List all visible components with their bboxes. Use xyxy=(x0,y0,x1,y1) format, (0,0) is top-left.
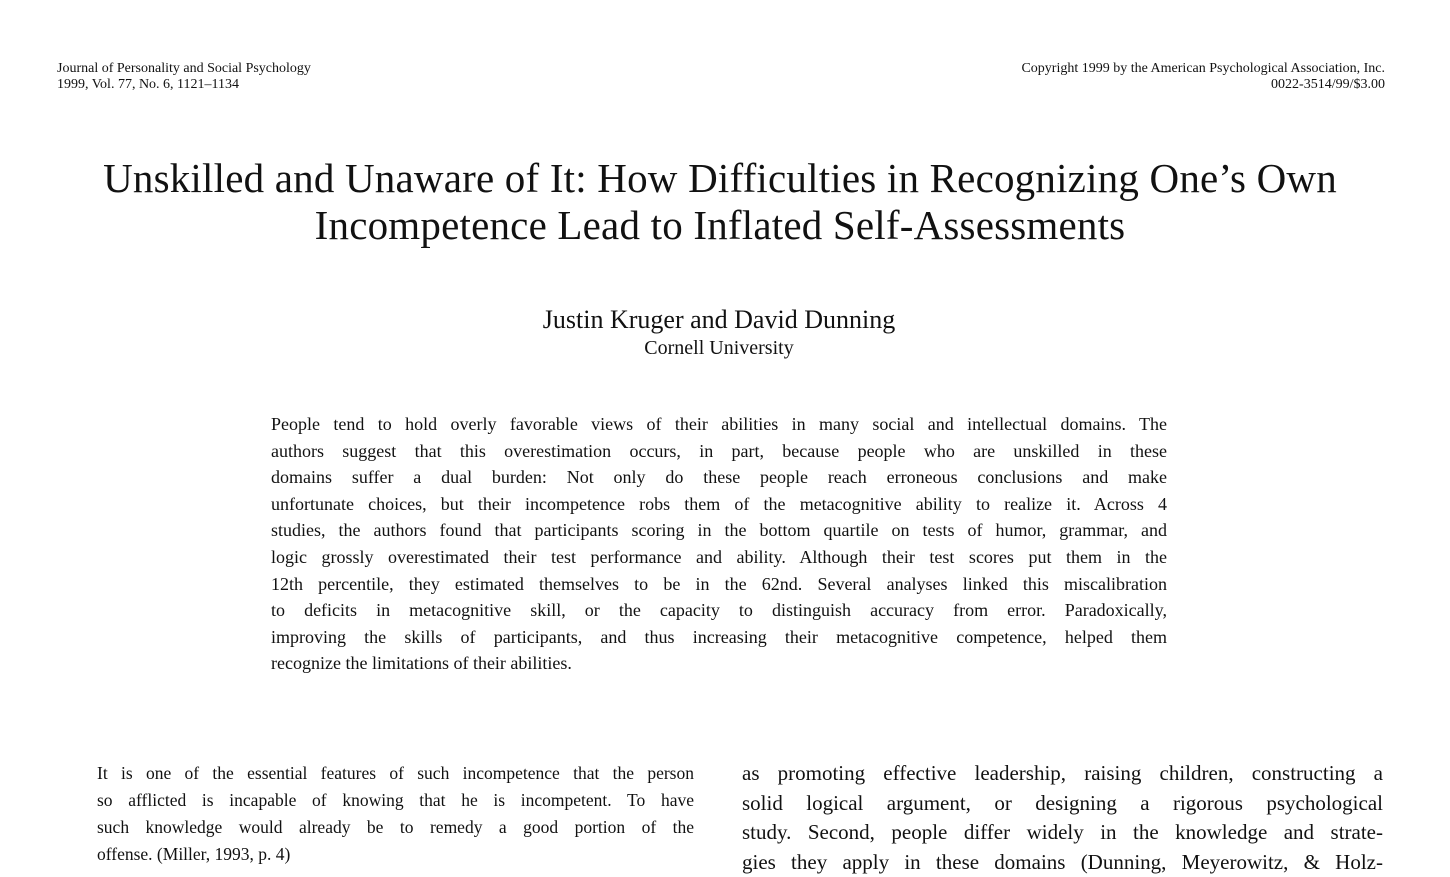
body-line: gies they apply in these domains (Dunning, Meyerowitz, & Holz- xyxy=(742,848,1383,877)
title-line-2: Incompetence Lead to Inflated Self-Assessments xyxy=(0,202,1440,249)
abstract-line: unfortunate choices, but their incompetence robs them of the metacognitive ability to realize it. Across 4 xyxy=(271,491,1167,518)
author-affiliation: Cornell University xyxy=(0,336,1438,360)
journal-name: Journal of Personality and Social Psychology xyxy=(57,61,311,77)
epigraph-line: offense. (Miller, 1993, p. 4) xyxy=(97,841,694,868)
body-text-right-column xyxy=(742,759,1383,877)
abstract-line: People tend to hold overly favorable views of their abilities in many social and intellectual domains. The xyxy=(271,411,1167,438)
abstract-line: improving the skills of participants, and thus increasing their metacognitive competence, helped them xyxy=(271,624,1167,651)
body-line: solid logical argument, or designing a rigorous psychological xyxy=(742,789,1383,819)
article-title xyxy=(0,155,1440,249)
epigraph-quote xyxy=(97,760,694,868)
journal-volume: 1999, Vol. 77, No. 6, 1121–1134 xyxy=(57,77,311,93)
title-line-1: Unskilled and Unaware of It: How Difficulties in Recognizing One’s Own xyxy=(0,155,1440,202)
abstract-line: to deficits in metacognitive skill, or the capacity to distinguish accuracy from error. Paradoxically, xyxy=(271,597,1167,624)
abstract-line: recognize the limitations of their abilities. xyxy=(271,650,1167,677)
body-line: as promoting effective leadership, raising children, constructing a xyxy=(742,759,1383,789)
body-line: study. Second, people differ widely in the knowledge and strate- xyxy=(742,818,1383,848)
abstract-line: 12th percentile, they estimated themselves to be in the 62nd. Several analyses linked this miscalibration xyxy=(271,571,1167,598)
epigraph-line: so afflicted is incapable of knowing that he is incompetent. To have xyxy=(97,787,694,814)
abstract-line: domains suffer a dual burden: Not only do these people reach erroneous conclusions and make xyxy=(271,464,1167,491)
abstract-line: studies, the authors found that participants scoring in the bottom quartile on tests of humor, grammar, and xyxy=(271,517,1167,544)
abstract-line: authors suggest that this overestimation occurs, in part, because people who are unskilled in these xyxy=(271,438,1167,465)
epigraph-line: It is one of the essential features of such incompetence that the person xyxy=(97,760,694,787)
copyright-text: Copyright 1999 by the American Psychological Association, Inc. xyxy=(1021,61,1385,77)
copyright-notice xyxy=(1021,61,1385,93)
journal-citation xyxy=(57,61,311,93)
article-authors: Justin Kruger and David Dunning xyxy=(0,305,1438,335)
epigraph-line: such knowledge would already be to remedy a good portion of the xyxy=(97,814,694,841)
issn-code: 0022-3514/99/$3.00 xyxy=(1021,77,1385,93)
abstract-line: logic grossly overestimated their test performance and ability. Although their test scores put them in the xyxy=(271,544,1167,571)
abstract xyxy=(271,411,1167,677)
